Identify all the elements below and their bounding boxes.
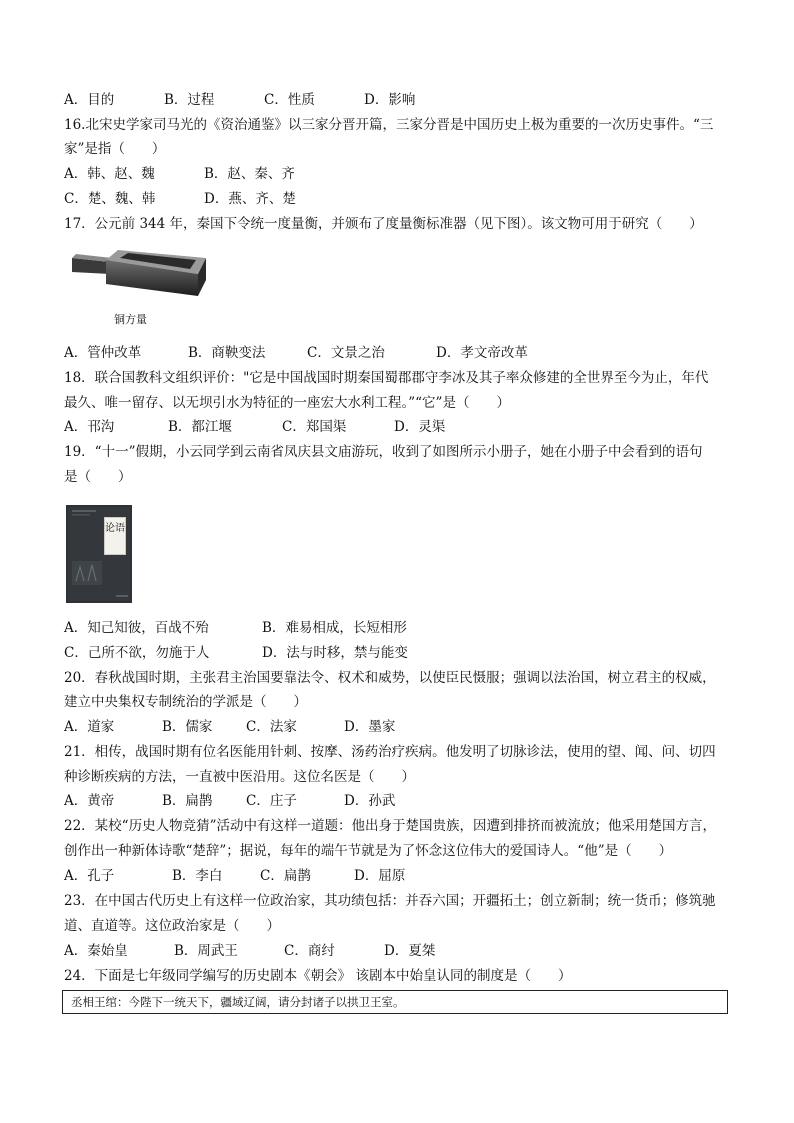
q17-option-d[interactable]: D．孝文帝改革: [436, 345, 528, 361]
q19-stem-line2: 是（ ）: [64, 469, 132, 485]
q15-option-b[interactable]: B．过程: [164, 92, 215, 108]
q23-option-b[interactable]: B．周武王: [174, 943, 238, 959]
q21-stem-line2: 种诊断疾病的方法，一直被中医沿用。这位名医是（ ）: [64, 769, 415, 785]
q16-option-d[interactable]: D．燕、齐、楚: [204, 191, 296, 207]
q16-stem-line2: 家”是指（ ）: [64, 141, 166, 157]
q18-option-c[interactable]: C．郑国渠: [282, 419, 347, 435]
q21-option-a[interactable]: A．黄帝: [64, 793, 115, 809]
q22-stem-line2: 创作出一种新体诗歌“楚辞”；据说，每年的端午节就是为了怀念这位伟大的爱国诗人。“他”是（ ）: [64, 843, 673, 859]
q21-options: [64, 789, 732, 814]
q18-option-d[interactable]: D．灵渠: [394, 419, 446, 435]
q23-option-c[interactable]: C．商纣: [284, 943, 335, 959]
booklet-title-label: 论语: [104, 517, 126, 555]
q20-stem-line2: 建立中央集权专制统治的学派是（ ）: [64, 694, 307, 710]
q20-option-d[interactable]: D．墨家: [344, 719, 396, 735]
q23-stem-line2: 道、直道等。这位政治家是（ ）: [64, 918, 280, 934]
q19-stem-line1: 19．“十一”假期，小云同学到云南省凤庆县文庙游玩，收到了如图所示小册子，她在小册子中会看到的语句: [64, 444, 703, 460]
q22-options: [64, 864, 732, 889]
q22-option-d[interactable]: D．屈原: [354, 868, 406, 884]
bronze-measure-caption: 铜方量: [114, 313, 147, 326]
q16-options-row1: [64, 162, 732, 187]
q24-quote-box: [62, 990, 728, 1014]
q16-stem-line1: 16.北宋史学家司马光的《资治通鉴》以三家分晋开篇，三家分晋是中国历史上极为重要的一次历史事件。“三: [64, 117, 714, 133]
q17-option-b[interactable]: B．商鞅变法: [188, 345, 266, 361]
q18-options: [64, 415, 732, 440]
q23-options: [64, 939, 732, 964]
q17-option-a[interactable]: A．管仲改革: [64, 345, 142, 361]
q18-option-b[interactable]: B．都江堰: [168, 419, 232, 435]
q19-option-d[interactable]: D．法与时移，禁与能变: [262, 645, 408, 661]
q20-option-a[interactable]: A．道家: [64, 719, 115, 735]
q17-option-c[interactable]: C．文景之治: [307, 345, 385, 361]
q15-option-c[interactable]: C．性质: [264, 92, 315, 108]
q23-stem-line1: 23．在中国古代历史上有这样一位政治家，其功绩包括：并吞六国；开疆拓土；创立新制；统一货币；修筑驰: [64, 893, 716, 909]
q20-options: [64, 715, 732, 740]
q20-option-c[interactable]: C．法家: [246, 719, 297, 735]
q20-stem-line1: 20．春秋战国时期，主张君主治国要靠法令、权术和威势，以使臣民慑服；强调以法治国，树立君主的权威，: [64, 670, 716, 686]
q22-option-b[interactable]: B．李白: [172, 868, 223, 884]
analects-booklet-image: [66, 505, 132, 603]
q21-option-c[interactable]: C．庄子: [246, 793, 297, 809]
q19-option-a[interactable]: A．知己知彼，百战不殆: [64, 620, 209, 636]
bronze-measure-image: [66, 244, 212, 304]
q20-option-b[interactable]: B．儒家: [162, 719, 213, 735]
q16-option-a[interactable]: A．韩、赵、魏: [64, 166, 155, 182]
q17-stem: 17．公元前 344 年，秦国下令统一度量衡，并颁布了度量衡标准器（见下图）。该文物可用于研究（ ）: [64, 216, 703, 232]
q24-quote-text: 丞相王绾：今陛下一统天下，疆域辽阔，请分封诸子以拱卫王室。: [71, 995, 405, 1009]
q19-options-row2: [64, 641, 732, 666]
q18-stem-line2: 最久、唯一留存、以无坝引水为特征的一座宏大水利工程。”“它”是（ ）: [64, 395, 510, 411]
q21-stem-line1: 21．相传，战国时期有位名医能用针刺、按摩、汤药治疗疾病。他发明了切脉诊法，使用的望、闻、问、切四: [64, 744, 716, 760]
q21-option-b[interactable]: B．扁鹊: [162, 793, 213, 809]
q15-option-d[interactable]: D．影响: [364, 92, 416, 108]
q22-option-c[interactable]: C．扁鹊: [260, 868, 311, 884]
q16-options-row2: [64, 187, 732, 212]
q18-stem-line1: 18．联合国教科文组织评价："它是中国战国时期秦国蜀郡郡守李冰及其子率众修建的全世界至今为止，年代: [64, 370, 709, 386]
q23-option-a[interactable]: A．秦始皇: [64, 943, 128, 959]
q19-options-row1: [64, 616, 732, 641]
q22-stem-line1: 22．某校“历史人物竞猜”活动中有这样一道题：他出身于楚国贵族，因遭到排挤而被流放；他采用楚国方言，: [64, 818, 716, 834]
q16-option-c[interactable]: C．楚、魏、韩: [64, 191, 156, 207]
q22-option-a[interactable]: A．孔子: [64, 868, 115, 884]
q18-option-a[interactable]: A．邗沟: [64, 419, 115, 435]
q16-option-b[interactable]: B．赵、秦、齐: [204, 166, 295, 182]
q17-options: [64, 341, 732, 366]
q15-option-a[interactable]: A．目的: [64, 92, 115, 108]
q15-options: [64, 88, 732, 113]
q19-option-b[interactable]: B．难易相成，长短相形: [262, 620, 407, 636]
q21-option-d[interactable]: D．孙武: [344, 793, 396, 809]
q23-option-d[interactable]: D．夏桀: [384, 943, 436, 959]
q24-stem: 24．下面是七年级同学编写的历史剧本《朝会》 该剧本中始皇认同的制度是（ ）: [64, 968, 572, 984]
q19-option-c[interactable]: C．己所不欲，勿施于人: [64, 645, 210, 661]
